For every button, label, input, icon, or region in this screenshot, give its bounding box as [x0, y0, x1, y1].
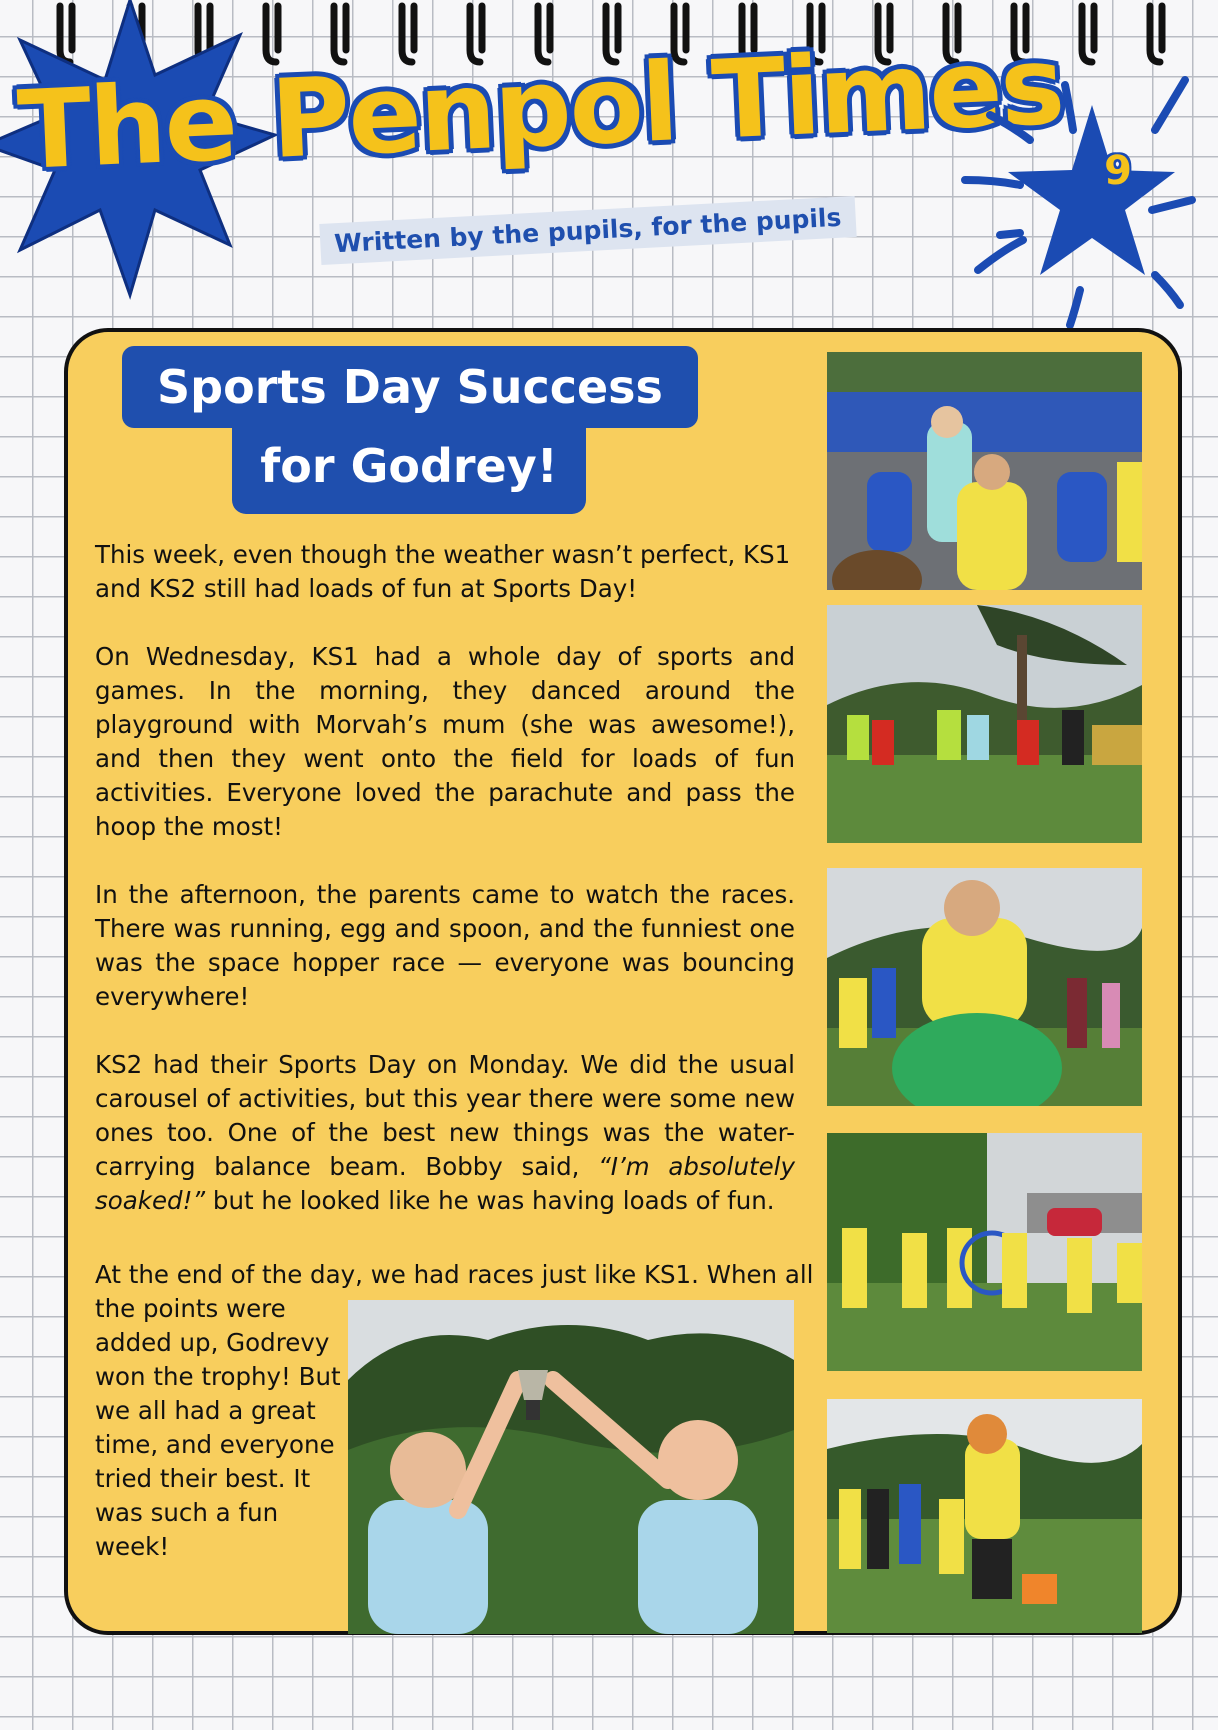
headline-line2: for Godrey! — [232, 426, 586, 514]
photo-space-hopper — [827, 868, 1142, 1106]
paragraph-1: This week, even though the weather wasn’t perfect, KS1 and KS2 still had loads of fun at Sports Day! — [95, 540, 791, 603]
paragraph-2: On Wednesday, KS1 had a whole day of sports and games. In the morning, they danced around the playground with Morvah’s mum (she was awesome!), and then they went onto the field for loads of fun activities. Everyone loved the parachute and pass the hoop the most! — [95, 642, 795, 841]
paragraph-4 — [95, 1048, 795, 1218]
photo-trophy-winners — [348, 1300, 794, 1634]
photo-pass-the-hoop — [827, 1133, 1142, 1371]
headline-line1: Sports Day Success — [122, 346, 698, 428]
article-body — [95, 538, 795, 1252]
photo-playground-dance — [827, 352, 1142, 590]
paragraph-5-line1: At the end of the day, we had races just like KS1. When all — [95, 1260, 814, 1289]
masthead-title: The Penpol Times — [15, 23, 1066, 194]
paragraph-4-end: but he looked like he was having loads of fun. — [205, 1186, 775, 1215]
paragraph-5-rest: the points were added up, Godrevy won the trophy! But we all had a great time, and everyone tried their best. It was such a fun week! — [95, 1294, 341, 1561]
bobby-quote: “I’m absolutely soaked!” — [95, 1152, 795, 1215]
paragraph-3: In the afternoon, the parents came to watch the races. There was running, egg and spoon, and the funniest one was the space hopper race — everyone was bouncing everywhere! — [95, 880, 795, 1011]
paragraph-4-start: KS2 had their Sports Day on Monday. We did the usual carousel of activities, but this year there were some new ones too. One of the best new things was the water-carrying balance beam. Bobby said, — [95, 1050, 795, 1181]
photo-water-carrying — [827, 1399, 1142, 1633]
page-number: 9 — [1104, 148, 1132, 194]
tagline: Written by the pupils, for the pupils — [319, 196, 856, 265]
star-icon — [960, 60, 1200, 330]
photo-field-activities — [827, 605, 1142, 843]
